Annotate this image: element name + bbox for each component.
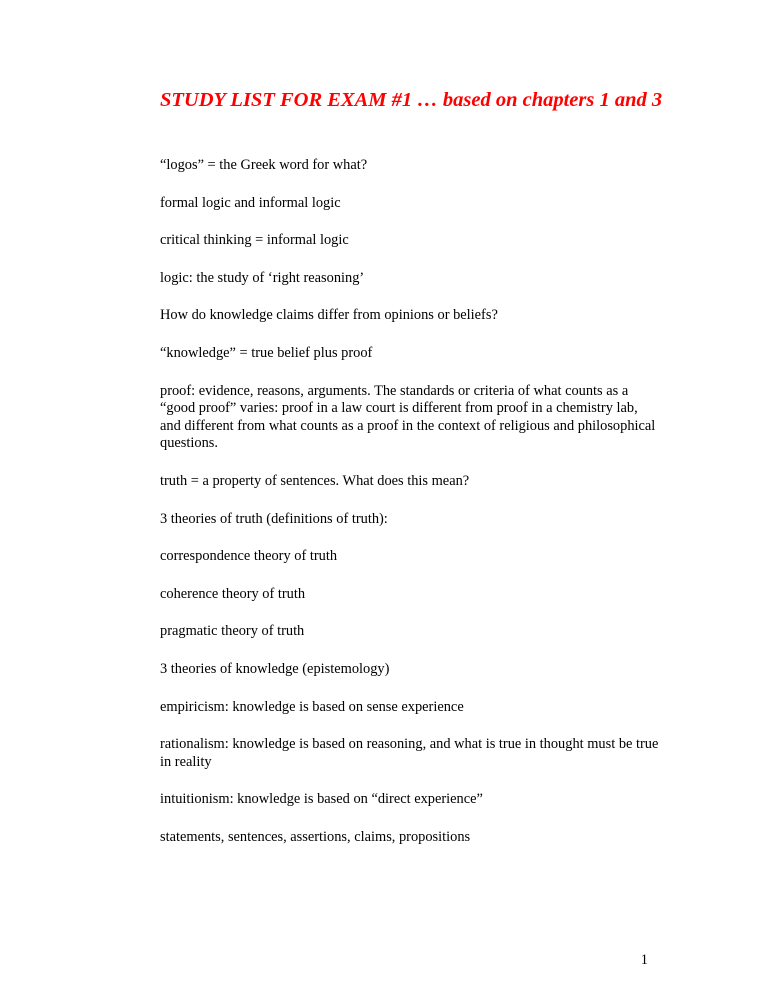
list-item: correspondence theory of truth xyxy=(160,548,338,565)
list-item: 3 theories of knowledge (epistemology) xyxy=(160,660,390,677)
list-item: empiricism: knowledge is based on sense experience xyxy=(160,698,464,715)
list-item: pragmatic theory of truth xyxy=(160,623,305,640)
list-item: truth = a property of sentences. What does this mean? xyxy=(160,472,470,489)
study-list xyxy=(160,157,660,866)
page-number: 1 xyxy=(640,952,648,968)
list-item: coherence theory of truth xyxy=(160,585,306,602)
list-item: “logos” = the Greek word for what? xyxy=(160,157,368,173)
list-item: rationalism: knowledge is based on reasoning, and what is true in thought must be true in reality xyxy=(160,736,659,770)
list-item: 3 theories of truth (definitions of truth): xyxy=(160,510,388,527)
list-item: statements, sentences, assertions, claims, propositions xyxy=(160,828,471,845)
list-item: How do knowledge claims differ from opinions or beliefs? xyxy=(160,307,498,324)
list-item: “knowledge” = true belief plus proof xyxy=(160,344,373,361)
list-item: formal logic and informal logic xyxy=(160,194,341,211)
list-item: logic: the study of ‘right reasoning’ xyxy=(160,269,365,286)
list-item: critical thinking = informal logic xyxy=(160,232,349,249)
list-item: proof: evidence, reasons, arguments. The standards or criteria of what counts as a “good proof” varies: proof in a law court is different from proof in a chemistry lab, and different from what counts as a proof in the context of religious and philosophical questions. xyxy=(160,382,656,452)
list-item: intuitionism: knowledge is based on “direct experience” xyxy=(160,791,483,808)
page-title: STUDY LIST FOR EXAM #1 … based on chapters 1 and 3 xyxy=(160,89,663,111)
